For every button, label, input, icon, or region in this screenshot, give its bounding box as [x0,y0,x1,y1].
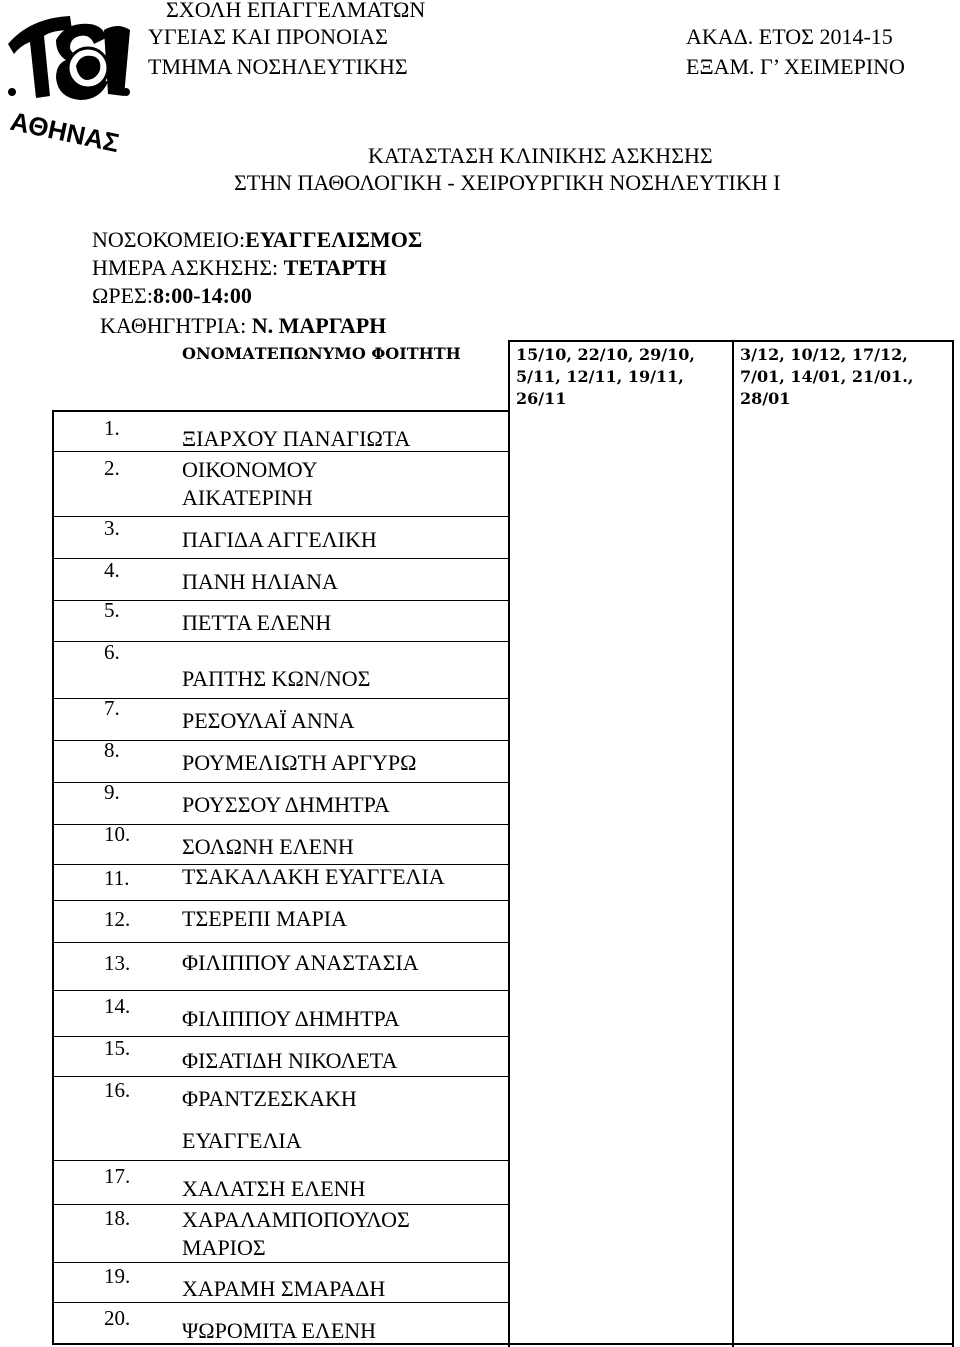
row-number: 10. [104,822,131,846]
row-number: 15. [104,1036,131,1060]
row-number: 8. [104,738,120,762]
document-title-line2: ΣΤΗΝ ΠΑΘΟΛΟΓΙΚΗ - ΧΕΙΡΟΥΡΓΙΚΗ ΝΟΣΗΛΕΥΤΙΚΗ Ι [234,170,781,195]
row-number: 11. [104,866,130,890]
student-name: ΦΙΛΙΠΠΟΥ ΑΝΑΣΤΑΣΙΑ [182,950,419,975]
student-name: ΡΑΠΤΗΣ ΚΩΝ/ΝΟΣ [182,666,371,691]
student-name: ΡΕΣΟΥΛΑΪ ΑΝΝΑ [182,708,355,733]
day-value: ΤΕΤΑΡΤΗ [283,255,387,280]
row-number: 18. [104,1206,131,1230]
column-header-dates-1: 15/10, 22/10, 29/10, 5/11, 12/11, 19/11, 26/11 [516,345,695,408]
hospital-value: ΕΥΑΓΓΕΛΙΣΜΟΣ [245,227,423,252]
student-name: ΦΡΑΝΤΖΕΣΚΑΚΗ ΕΥΑΓΓΕΛΙΑ [182,1086,357,1153]
row-number: 9. [104,780,120,804]
hospital-label: ΝΟΣΟΚΟΜΕΙΟ: [92,227,246,252]
semester: ΕΞΑΜ. Γ’ ΧΕΙΜΕΡΙΝΟ [686,54,905,79]
row-number: 7. [104,696,120,720]
student-name: ΦΙΣΑΤΙΔΗ ΝΙΚΟΛΕΤΑ [182,1048,398,1073]
row-number: 5. [104,598,120,622]
student-name: ΣΟΛΩΝΗ ΕΛΕΝΗ [182,834,354,859]
row-number: 19. [104,1264,131,1288]
logo-text: ΑΘΗΝΑΣ [7,105,122,159]
student-name: ΧΑΡΑΛΑΜΠΟΠΟΥΛΟΣ ΜΑΡΙΟΣ [182,1207,410,1260]
student-name: ΧΑΡΑΜΗ ΣΜΑΡΑΔΗ [182,1276,386,1301]
column-header-name: ΟΝΟΜΑΤΕΠΩΝΥΜΟ ΦΟΙΤΗΤΗ [182,344,461,363]
student-name: ΨΩΡΟΜΙΤΑ ΕΛΕΝΗ [182,1318,377,1343]
row-number: 16. [104,1078,131,1102]
row-number: 17. [104,1164,131,1188]
row-number: 3. [104,516,120,540]
student-name: ΡΟΥΣΣΟΥ ΔΗΜΗΤΡΑ [182,792,390,817]
student-name: ΟΙΚΟΝΟΜΟΥ ΑΙΚΑΤΕΡΙΝΗ [182,457,317,510]
document-title-line1: ΚΑΤΑΣΤΑΣΗ ΚΛΙΝΙΚΗΣ ΑΣΚΗΣΗΣ [368,143,713,168]
row-number: 20. [104,1306,131,1330]
row-number: 12. [104,907,131,931]
teacher-label: ΚΑΘΗΓΗΤΡΙΑ: [100,313,252,338]
teacher-value: Ν. ΜΑΡΓΑΡΗ [251,313,387,338]
student-name: ΧΑΛΑΤΣΗ ΕΛΕΝΗ [182,1176,366,1201]
row-number: 14. [104,994,131,1018]
row-number: 13. [104,951,131,975]
row-number: 4. [104,558,120,582]
hours-label: ΩΡΕΣ: [92,283,153,308]
student-name: ΞΙΑΡΧΟΥ ΠΑΝΑΓΙΩΤΑ [182,426,411,451]
school-line-2: ΥΓΕΙΑΣ ΚΑΙ ΠΡΟΝΟΙΑΣ [148,24,388,49]
column-header-dates-2: 3/12, 10/12, 17/12, 7/01, 14/01, 21/01., 28/01 [740,345,914,408]
hours-value: 8:00-14:00 [152,283,252,308]
student-name: ΤΣΕΡΕΠΙ ΜΑΡΙΑ [182,906,347,931]
academic-year: ΑΚΑΔ. ΕΤΟΣ 2014-15 [686,24,893,49]
school-line-1: ΣΧΟΛΗ ΕΠΑΓΓΕΛΜΑΤΩΝ [166,0,426,22]
student-name: ΠΕΤΤΑ ΕΛΕΝΗ [182,610,332,635]
row-number: 2. [104,456,120,480]
row-number: 1. [104,416,120,440]
row-number: 6. [104,640,120,664]
student-name: ΠΑΝΗ ΗΛΙΑΝΑ [182,569,338,594]
student-name: ΦΙΛΙΠΠΟΥ ΔΗΜΗΤΡΑ [182,1006,400,1031]
student-name: ΡΟΥΜΕΛΙΩΤΗ ΑΡΓΥΡΩ [182,750,417,775]
student-name: ΠΑΓΙΔΑ ΑΓΓΕΛΙΚΗ [182,527,377,552]
day-label: ΗΜΕΡΑ ΑΣΚΗΣΗΣ: [92,255,284,280]
school-line-3: ΤΜΗΜΑ ΝΟΣΗΛΕΥΤΙΚΗΣ [148,54,408,79]
student-name: ΤΣΑΚΑΛΑΚΗ ΕΥΑΓΓΕΛΙΑ [182,864,445,889]
